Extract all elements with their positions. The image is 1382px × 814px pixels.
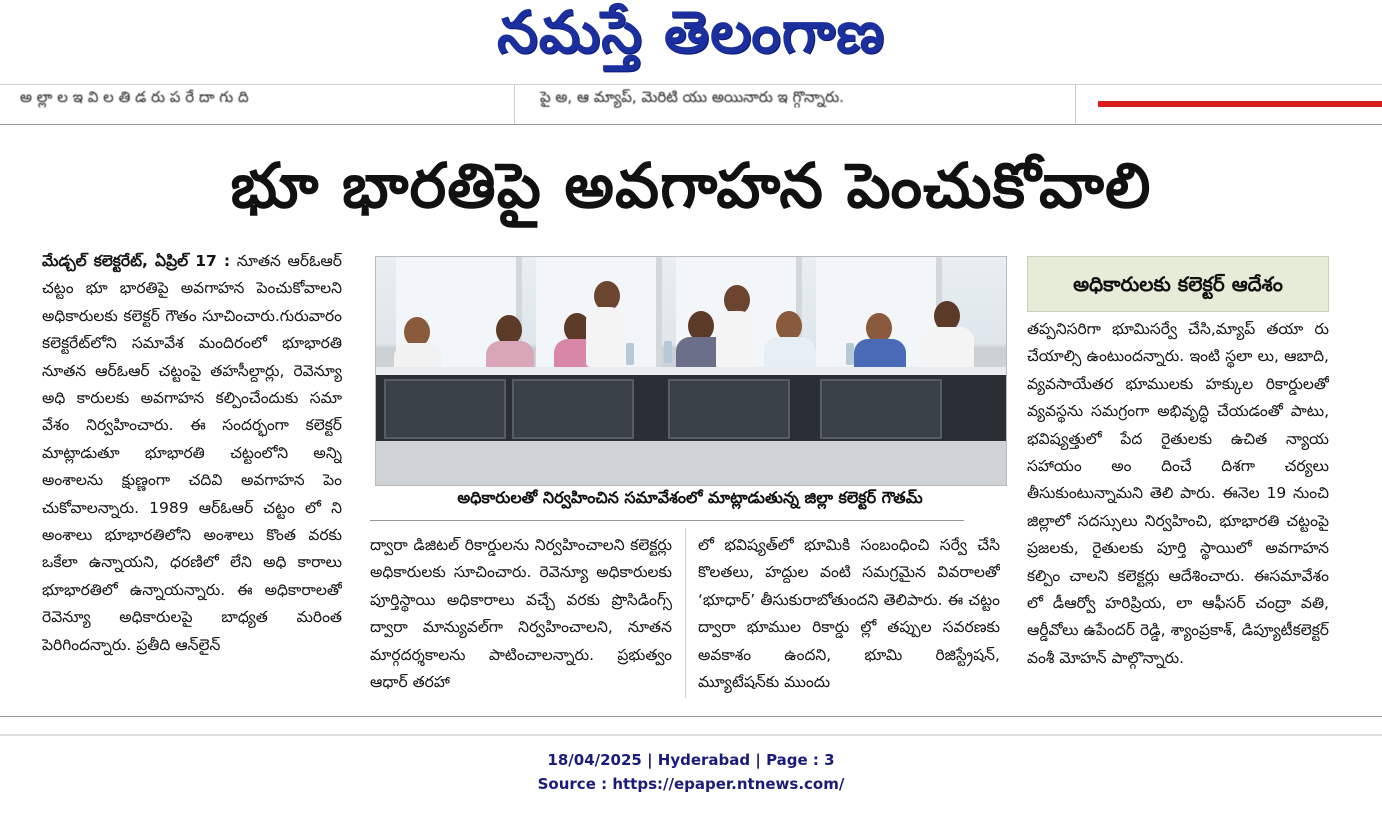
footer-date-page: 18/04/2025 | Hyderabad | Page : 3 [547, 751, 835, 769]
footer-divider [0, 734, 1382, 736]
article-headline: భూ భారతిపై అవగాహన పెంచుకోవాలి [230, 149, 1152, 222]
sidebar-heading: అధికారులకు కలెక్టర్ ఆదేశం [1027, 256, 1329, 312]
footer-source: Source : https://epaper.ntnews.com/ [537, 775, 845, 793]
column-1-text: నూతన ఆర్‌ఓఆర్ చట్టం భూ భారతిపై అవగాహన పెంచుకోవాలని అధికారులకు కలెక్టర్ గౌతం సూచించారు.గురువారం కలెక్టరేట్‌లోని సమావేశ మందిరంలో భూభారతి నూతన ఆర్‌ఓఆర్ చట్టంపై తహసీల్దార్లు, రెవెన్యూ అధి కారులకు అవగాహన కల్పించేందుకు సమా వేశం నిర్వహించారు. ఈ సందర్భంగా కలెక్టర్ మాట్లాడుతూ భూభారతి చట్టంలోని అన్ని అంశాలను క్షుణ్ణంగా చదివి అవగాహన పెం చుకోవాలన్నారు. 1989 ఆర్‌ఓఆర్ చట్టం లో ని అంశాలు భూభారతిలోని అంశాలు కొంత వరకు ఒకేలా ఉన్నాయని, ధరణిలో లేని అధి కారాలు భూభారతిలో ఉన్నాయన్నారు. ఈ అధికారాలతో రెవెన్యూ అధికారులపై బాధ్యత మరింత పెరిగిందన్నారు. ప్రతీది ఆన్‌లైన్ [42, 252, 342, 654]
masthead [0, 0, 1382, 78]
strip-text-left: అ ల్లా ల ఇ వి ల తి డ రు ప రే దా గు ది [20, 88, 249, 106]
article-column-2 [370, 532, 672, 702]
column-2-text: ద్వారా డిజిటల్ రికార్డులను నిర్వహించాలని కలెక్టర్లు అధికారులకు సూచించారు. రెవెన్యూ అధికారులకు పూర్తిస్థాయి అధికారాలు వచ్చే వరకు ప్రొసిడింగ్స్ ద్వారా మాన్యువల్‌గా నిర్వహించాలని, నూతన మార్గదర్శకాలను పాటించాలన్నారు. ప్రభుత్వం ఆధార్ తరహా [370, 536, 672, 692]
newspaper-logo-title: నమస్తే తెలంగాణ [497, 0, 885, 66]
photo-caption: అధికారులతో నిర్వహించిన సమావేశంలో మాట్లాడుతున్న జిల్లా కలెక్టర్ గౌతమ్ [457, 488, 923, 507]
column-divider-2-3 [685, 528, 686, 698]
meeting-photo [375, 256, 1007, 486]
page-footer [0, 748, 1382, 796]
masthead-divider [0, 84, 1382, 85]
red-accent-rule [1098, 101, 1382, 107]
headline-top-rule [0, 124, 1382, 125]
dateline: మేడ్చల్ కలెక్టరేట్, ఏప్రిల్ 17 : [42, 252, 231, 270]
bottom-rule [0, 716, 1382, 717]
sidebar-column [1027, 316, 1329, 708]
strip-divider-1 [514, 84, 515, 124]
sidebar-text: తప్పనిసరిగా భూమిసర్వే చేసి,మ్యాప్ తయా రు చేయాల్సి ఉంటుందన్నారు. ఇంటి స్థలా లు, ఆబాది, వ్యవసాయేతర భూములకు హక్కుల రికార్డులతో వ్యవస్థను సమగ్రంగా అభివృద్ధి చేయడంతో పాటు, భవిష్యత్తులో పేద రైతులకు ఉచిత న్యాయ సహాయం అం దించే దిశగా చర్యలు తీసుకుంటున్నామని తెలి పారు. ఈనెల 19 నుంచి జిల్లాలో సదస్సులు నిర్వహించి, భూభారతి చట్టంపై ప్రజలకు, రైతులకు పూర్తి స్థాయిలో అవగాహన కల్పిం చాలని కలెక్టర్లు ఆదేశించారు. ఈసమావేశం లో డీఆర్వో హరిప్రియ, లా ఆఫీసర్ చంద్రా వతి, ఆర్డీవోలు ఉపేందర్ రెడ్డి, శ్యాంప్రకాశ్, డిప్యూటీకలెక్టర్ వంశీ మోహన్ పాల్గొన్నారు. [1027, 320, 1329, 667]
article-column-1 [42, 248, 342, 692]
column-3-text: లో భవిష్యత్‌లో భూమికి సంబంధించి సర్వే చేసి కొలతలు, హద్దుల వంటి సమగ్రమైన వివరాలతో ‘భూధార్’ తీసుకురాబోతుందని తెలిపారు. ఈ చట్టం ద్వారా భూముల రికార్డు ల్లో తప్పుల సవరణకు అవకాశం ఉందని, భూమి రిజిస్ట్రేషన్, మ్యూటేషన్‌కు ముందు [698, 536, 1000, 692]
strip-text-mid: పై అ, ఆ మ్యాప్, మెరిటి యు అయినారు ఇ గ్గొన్నారు. [540, 88, 844, 106]
article-column-3 [698, 532, 1000, 702]
caption-rule [370, 520, 964, 521]
strip-divider-2 [1075, 84, 1076, 124]
